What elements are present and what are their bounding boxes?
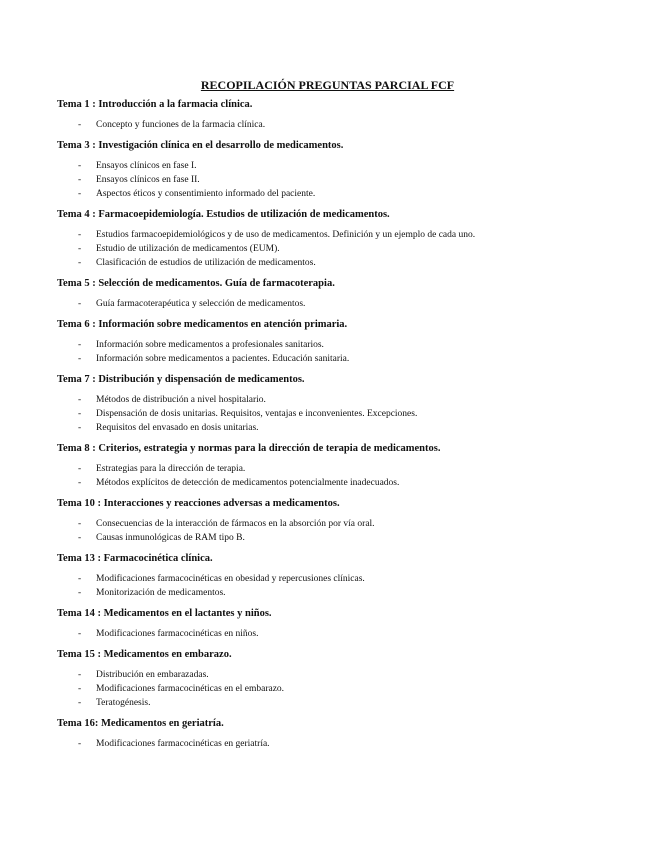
section-items xyxy=(57,737,637,751)
section xyxy=(57,607,637,641)
section-items xyxy=(57,393,637,435)
list-item xyxy=(57,393,637,407)
list-item xyxy=(57,242,637,256)
bullet-dash: - xyxy=(78,409,82,419)
section xyxy=(57,208,637,270)
list-item xyxy=(57,476,637,490)
list-item-text: Información sobre medicamentos a profesionales sanitarios. xyxy=(96,340,324,350)
list-item-text: Ensayos clínicos en fase II. xyxy=(96,175,200,185)
list-item xyxy=(57,586,637,600)
list-item xyxy=(57,462,637,476)
bullet-dash: - xyxy=(78,230,82,240)
section-title: Tema 4 : Farmacoepidemiología. Estudios de utilización de medicamentos. xyxy=(57,209,390,220)
list-item-text: Aspectos éticos y consentimiento informado del paciente. xyxy=(96,189,316,199)
list-item xyxy=(57,173,637,187)
list-item xyxy=(57,297,637,311)
bullet-dash: - xyxy=(78,670,82,680)
list-item xyxy=(57,627,637,641)
section xyxy=(57,318,637,366)
bullet-dash: - xyxy=(78,574,82,584)
section xyxy=(57,648,637,710)
list-item-text: Métodos explícitos de detección de medicamentos potencialmente inadecuados. xyxy=(96,478,400,488)
section-items xyxy=(57,462,637,490)
bullet-dash: - xyxy=(78,588,82,598)
list-item xyxy=(57,421,637,435)
list-item-text: Información sobre medicamentos a pacientes. Educación sanitaria. xyxy=(96,354,350,364)
section-items xyxy=(57,572,637,600)
list-item-text: Teratogénesis. xyxy=(96,698,151,708)
section-items xyxy=(57,517,637,545)
list-item-text: Guía farmacoterapéutica y selección de medicamentos. xyxy=(96,299,306,309)
section-title: Tema 10 : Interacciones y reacciones adversas a medicamentos. xyxy=(57,498,340,509)
list-item-text: Consecuencias de la interacción de fármacos en la absorción por vía oral. xyxy=(96,519,375,529)
list-item-text: Distribución en embarazadas. xyxy=(96,670,209,680)
list-item xyxy=(57,531,637,545)
bullet-dash: - xyxy=(78,258,82,268)
section-title: Tema 16: Medicamentos en geriatría. xyxy=(57,718,224,729)
section-title: Tema 7 : Distribución y dispensación de medicamentos. xyxy=(57,374,305,385)
page-title: RECOPILACIÓN PREGUNTAS PARCIAL FCF xyxy=(200,78,455,92)
bullet-dash: - xyxy=(78,519,82,529)
section-title: Tema 14 : Medicamentos en el lactantes y niños. xyxy=(57,608,272,619)
section-items xyxy=(57,228,637,270)
section xyxy=(57,497,637,545)
list-item-text: Estudios farmacoepidemiológicos y de uso de medicamentos. Definición y un ejemplo de cada uno. xyxy=(96,230,476,240)
section-items xyxy=(57,118,637,132)
list-item-text: Requisitos del envasado en dosis unitarias. xyxy=(96,423,259,433)
bullet-dash: - xyxy=(78,175,82,185)
list-item-text: Dispensación de dosis unitarias. Requisitos, ventajas e inconvenientes. Excepciones. xyxy=(96,409,418,419)
list-item xyxy=(57,187,637,201)
list-item xyxy=(57,572,637,586)
bullet-dash: - xyxy=(78,684,82,694)
bullet-dash: - xyxy=(78,533,82,543)
section-items xyxy=(57,668,637,710)
list-item xyxy=(57,338,637,352)
list-item-text: Ensayos clínicos en fase I. xyxy=(96,161,197,171)
section-items xyxy=(57,338,637,366)
bullet-dash: - xyxy=(78,299,82,309)
bullet-dash: - xyxy=(78,120,82,130)
list-item-text: Monitorización de medicamentos. xyxy=(96,588,226,598)
list-item xyxy=(57,517,637,531)
section-title: Tema 15 : Medicamentos en embarazo. xyxy=(57,649,232,660)
section xyxy=(57,139,637,201)
section-title: Tema 6 : Información sobre medicamentos en atención primaria. xyxy=(57,319,348,330)
section xyxy=(57,277,637,311)
section-title: Tema 5 : Selección de medicamentos. Guía de farmacoterapia. xyxy=(57,278,335,289)
list-item xyxy=(57,737,637,751)
section xyxy=(57,442,637,490)
list-item xyxy=(57,256,637,270)
section-title: Tema 13 : Farmacocinética clínica. xyxy=(57,553,213,564)
section-title: Tema 1 : Introducción a la farmacia clínica. xyxy=(57,99,253,110)
list-item-text: Modificaciones farmacocinéticas en el embarazo. xyxy=(96,684,285,694)
section xyxy=(57,552,637,600)
bullet-dash: - xyxy=(78,423,82,433)
list-item xyxy=(57,228,637,242)
bullet-dash: - xyxy=(78,478,82,488)
list-item xyxy=(57,118,637,132)
list-item xyxy=(57,696,637,710)
bullet-dash: - xyxy=(78,698,82,708)
list-item xyxy=(57,668,637,682)
list-item xyxy=(57,407,637,421)
list-item xyxy=(57,159,637,173)
list-item-text: Modificaciones farmacocinéticas en obesidad y repercusiones clínicas. xyxy=(96,574,365,584)
list-item-text: Estudio de utilización de medicamentos (EUM). xyxy=(96,244,280,254)
bullet-dash: - xyxy=(78,739,82,749)
bullet-dash: - xyxy=(78,629,82,639)
section-title: Tema 8 : Criterios, estrategia y normas para la dirección de terapia de medicamentos. xyxy=(57,443,441,454)
section xyxy=(57,373,637,435)
bullet-dash: - xyxy=(78,340,82,350)
list-item-text: Estrategias para la dirección de terapia. xyxy=(96,464,246,474)
bullet-dash: - xyxy=(78,395,82,405)
section xyxy=(57,717,637,751)
list-item-text: Métodos de distribución a nivel hospitalario. xyxy=(96,395,266,405)
list-item-text: Clasificación de estudios de utilización de medicamentos. xyxy=(96,258,316,268)
list-item-text: Causas inmunológicas de RAM tipo B. xyxy=(96,533,245,543)
section xyxy=(57,98,637,132)
bullet-dash: - xyxy=(78,244,82,254)
bullet-dash: - xyxy=(78,464,82,474)
section-items xyxy=(57,627,637,641)
list-item-text: Modificaciones farmacocinéticas en niños. xyxy=(96,629,259,639)
list-item-text: Concepto y funciones de la farmacia clínica. xyxy=(96,120,266,130)
bullet-dash: - xyxy=(78,189,82,199)
section-title: Tema 3 : Investigación clínica en el desarrollo de medicamentos. xyxy=(57,140,344,151)
section-items xyxy=(57,159,637,201)
sections-list xyxy=(57,98,637,758)
list-item xyxy=(57,682,637,696)
list-item-text: Modificaciones farmacocinéticas en geriatría. xyxy=(96,739,270,749)
bullet-dash: - xyxy=(78,161,82,171)
section-items xyxy=(57,297,637,311)
list-item xyxy=(57,352,637,366)
bullet-dash: - xyxy=(78,354,82,364)
